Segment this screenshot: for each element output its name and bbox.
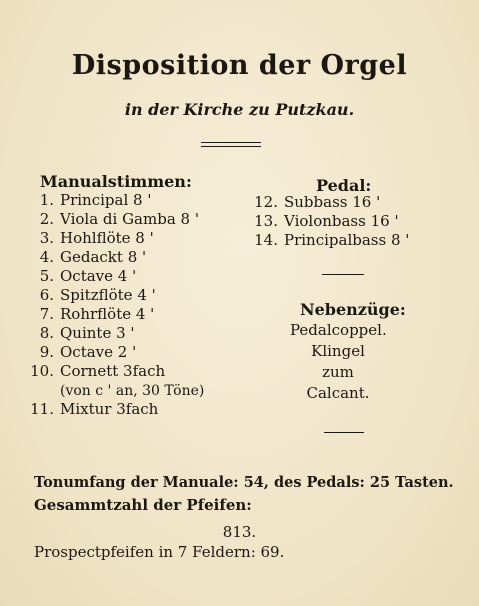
stop-number: 12. (254, 193, 278, 211)
coupler-list (290, 320, 386, 404)
list-item (30, 210, 204, 229)
stop-name: Violonbass 16 ' (284, 212, 399, 230)
list-item (30, 286, 204, 305)
stop-number: 6. (39, 286, 54, 304)
list-item (30, 381, 204, 400)
manual-heading: Manualstimmen: (40, 172, 192, 191)
stop-number: 2. (39, 210, 54, 228)
list-item (30, 191, 204, 210)
stop-number: 4. (39, 248, 54, 266)
list-item (30, 229, 204, 248)
list-item (30, 400, 204, 419)
stop-name: Hohlflöte 8 ' (60, 229, 154, 247)
prospect-pipes-line: Prospectpfeifen in 7 Feldern: 69. (34, 543, 285, 561)
stop-number: 8. (39, 324, 54, 342)
stop-number: 13. (254, 212, 278, 230)
coupler-item: Klingel (311, 342, 365, 360)
list-item (30, 362, 204, 381)
list-item (254, 193, 409, 212)
stop-number: 7. (39, 305, 54, 323)
pipe-count-label: Gesammtzahl der Pfeifen: (34, 496, 252, 514)
coupler-item: Calcant. (306, 384, 370, 402)
list-item (30, 248, 204, 267)
coupler-item: zum (322, 363, 354, 381)
stop-name: Octave 2 ' (60, 343, 137, 361)
list-item (30, 324, 204, 343)
stop-number: 3. (39, 229, 54, 247)
list-item (30, 343, 204, 362)
list-item (254, 212, 409, 231)
stop-name: Principal 8 ' (60, 191, 152, 209)
compass-line: Tonumfang der Manuale: 54, des Pedals: 25 Tasten. (34, 474, 454, 491)
list-item (30, 305, 204, 324)
stop-name: Octave 4 ' (60, 267, 137, 285)
stop-note: (von c ' an, 30 Töne) (60, 383, 205, 399)
stop-number: 1. (39, 191, 54, 209)
stop-name: Spitzflöte 4 ' (60, 286, 156, 304)
page-title: Disposition der Orgel (71, 50, 408, 81)
stop-number: 14. (254, 231, 278, 249)
stop-name: Quinte 3 ' (60, 324, 135, 342)
stop-number: 10. (30, 362, 54, 380)
coupler-item: Pedalcoppel. (290, 321, 387, 339)
pedal-stop-list (254, 193, 409, 250)
couplers-heading: Nebenzüge: (300, 300, 406, 319)
page-subtitle: in der Kirche zu Putzkau. (124, 100, 355, 119)
stop-name: Principalbass 8 ' (284, 231, 410, 249)
stop-name: Gedackt 8 ' (60, 248, 147, 266)
stop-name: Mixtur 3fach (60, 400, 159, 418)
stop-name: Subbass 16 ' (284, 193, 381, 211)
manual-stop-list (30, 191, 204, 419)
stop-name: Rohrflöte 4 ' (60, 305, 155, 323)
pedal-divider (322, 274, 364, 275)
stop-name: Viola di Gamba 8 ' (60, 210, 199, 228)
pipe-count-total: 813. (222, 523, 257, 541)
stop-number: 11. (30, 400, 54, 418)
coupler-divider (324, 432, 364, 433)
list-item (254, 231, 409, 250)
list-item (30, 267, 204, 286)
stop-name: Cornett 3fach (60, 362, 166, 380)
stop-number: 5. (39, 267, 54, 285)
stop-number: 9. (39, 343, 54, 361)
pedal-heading: Pedal: (316, 176, 372, 195)
title-double-rule (201, 142, 261, 147)
